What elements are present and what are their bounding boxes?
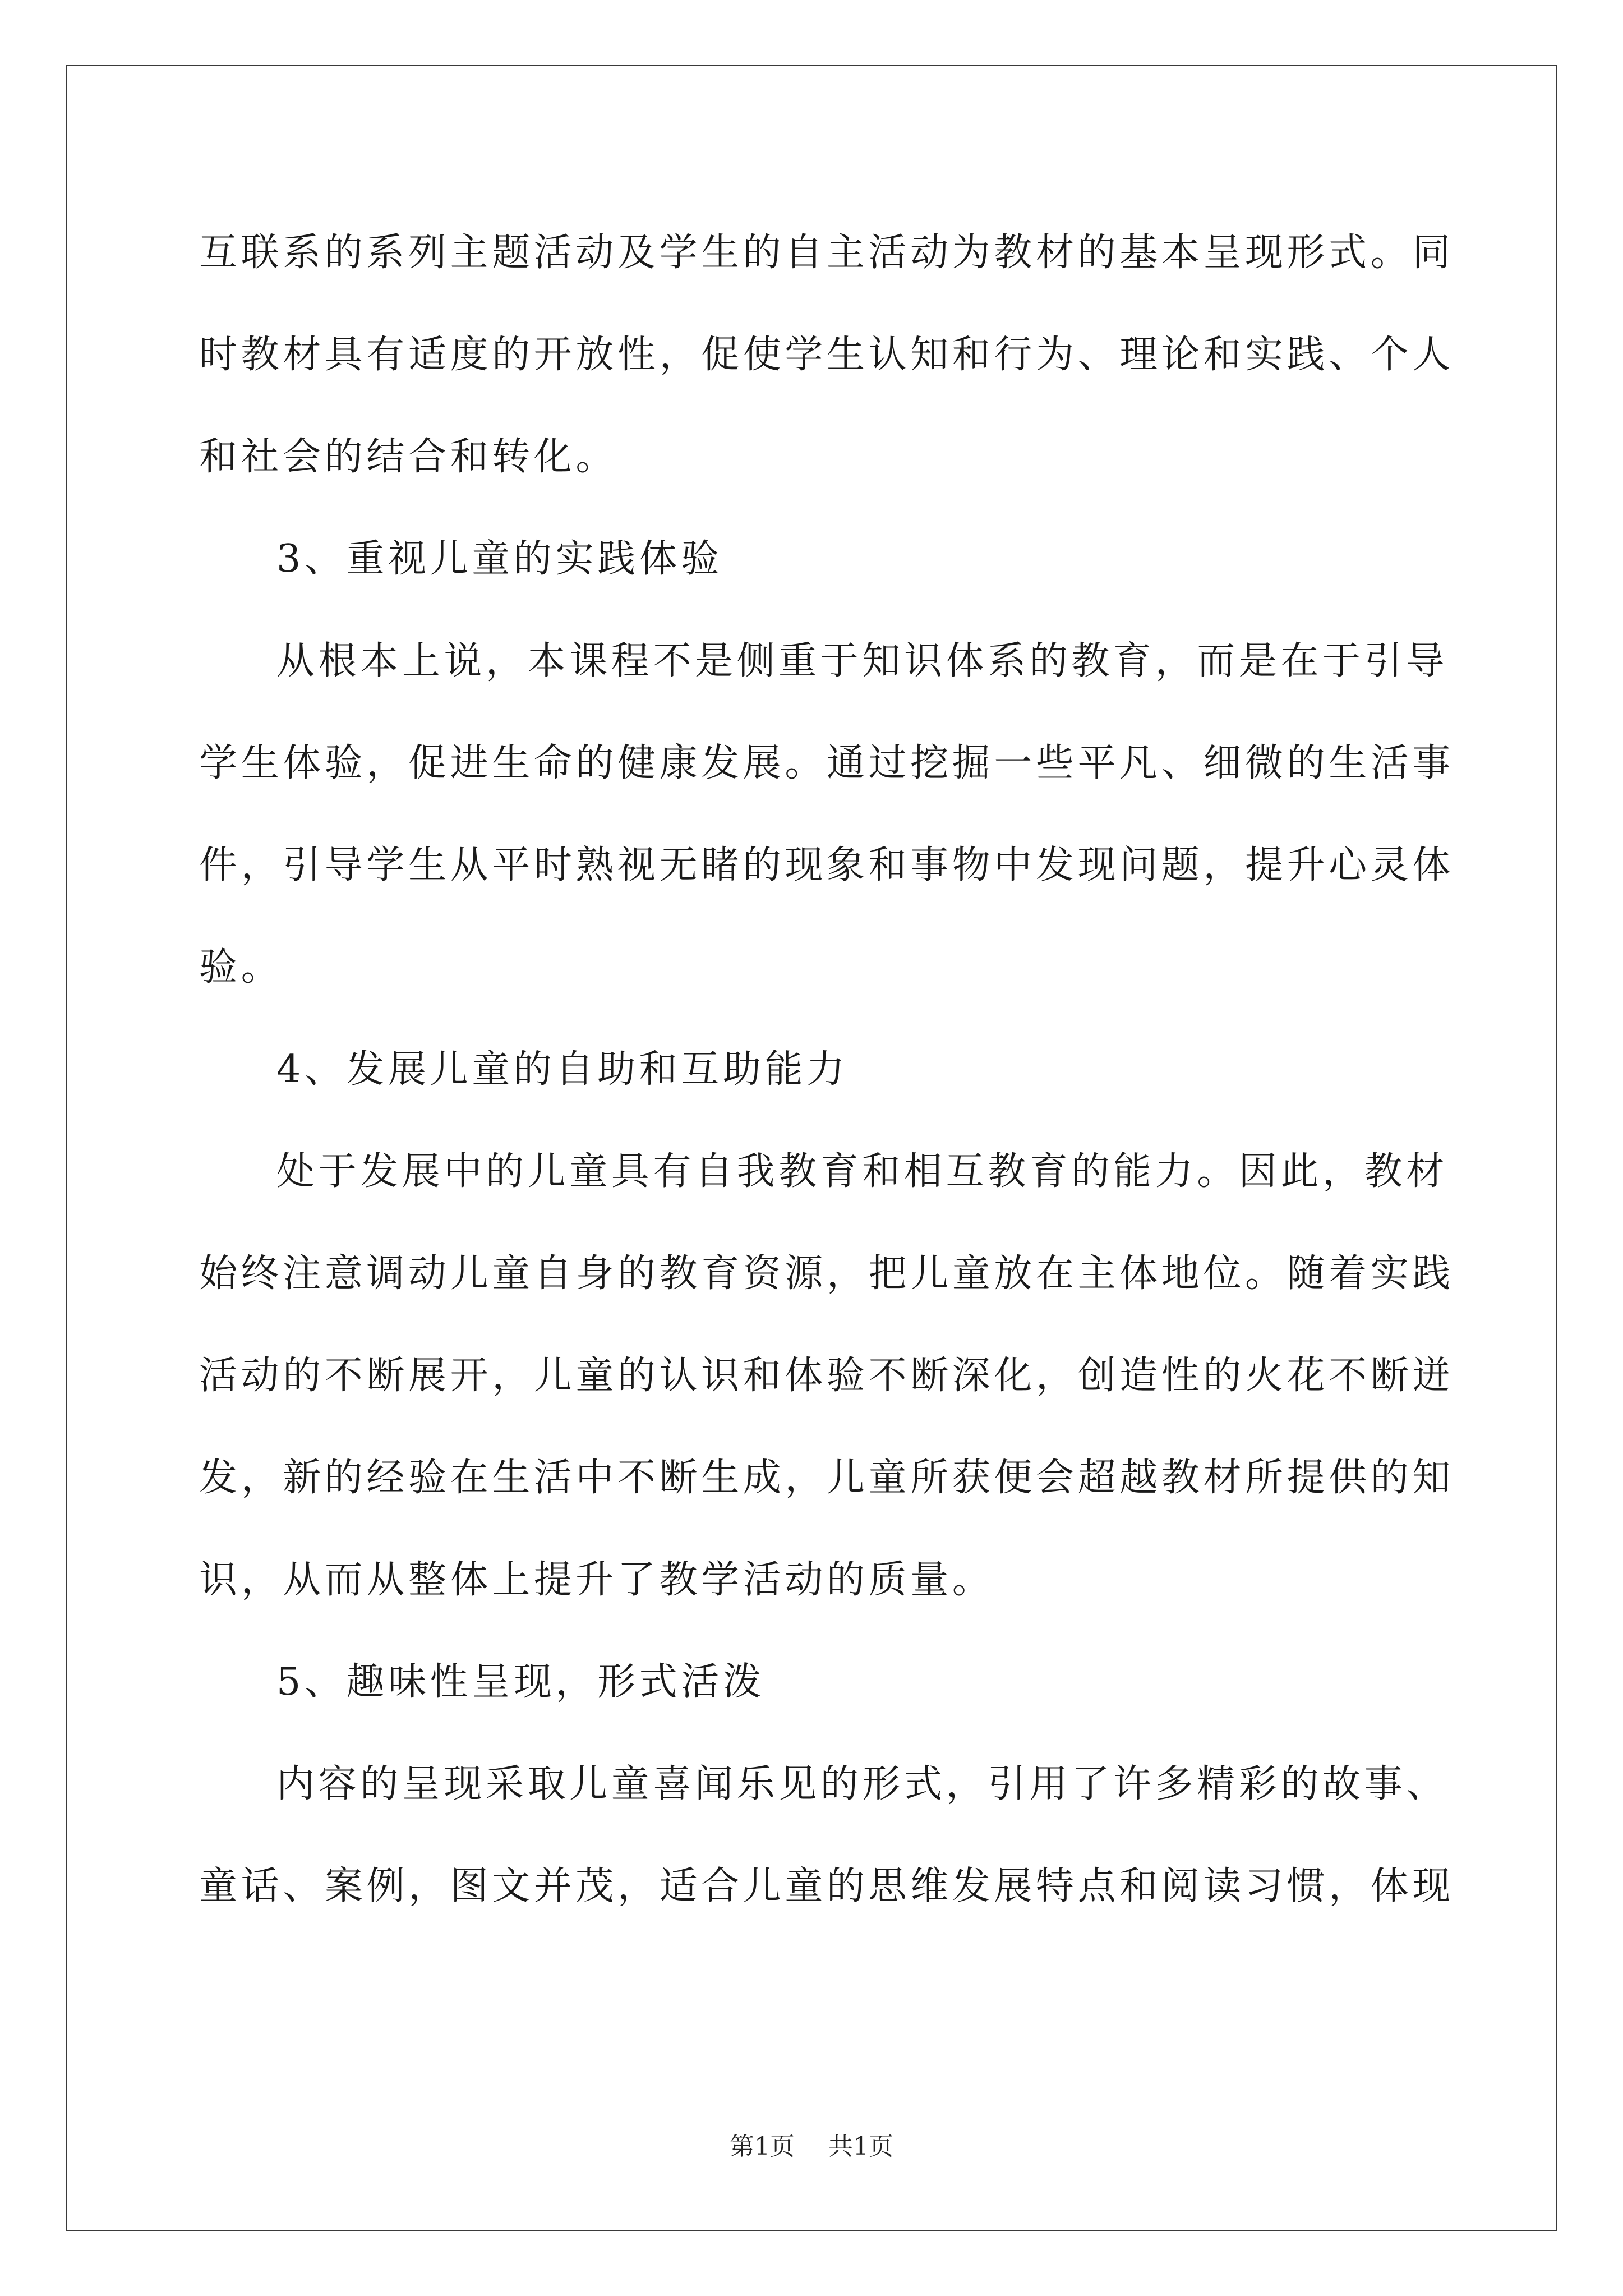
paragraph-line: 活动的不断展开，儿童的认识和体验不断深化，创造性的火花不断迸 — [199, 1354, 1455, 1398]
page-total: 共1页 — [828, 2132, 893, 2161]
section-heading: 4、发展儿童的自助和互助能力 — [276, 1047, 849, 1092]
paragraph-line: 童话、案例，图文并茂，适合儿童的思维发展特点和阅读习惯，体现 — [199, 1864, 1455, 1908]
paragraph-line: 时教材具有适度的开放性，促使学生认知和行为、理论和实践、个人 — [199, 333, 1455, 377]
paragraph-line: 验。 — [199, 945, 283, 990]
paragraph-line: 处于发展中的儿童具有自我教育和相互教育的能力。因此，教材 — [276, 1149, 1448, 1194]
document-body — [199, 202, 1455, 1938]
paragraph-line: 件，引导学生从平时熟视无睹的现象和事物中发现问题，提升心灵体 — [199, 843, 1455, 887]
paragraph-line: 内容的呈现采取儿童喜闻乐见的形式，引用了许多精彩的故事、 — [276, 1762, 1448, 1806]
paragraph-line: 从根本上说，本课程不是侧重于知识体系的教育，而是在于引导 — [276, 639, 1448, 683]
section-heading: 3、重视儿童的实践体验 — [276, 537, 723, 581]
paragraph-line: 互联系的系列主题活动及学生的自主活动为教材的基本呈现形式。同 — [199, 231, 1455, 275]
paragraph-line: 始终注意调动儿童自身的教育资源，把儿童放在主体地位。随着实践 — [199, 1251, 1455, 1296]
paragraph-line: 和社会的结合和转化。 — [199, 435, 618, 479]
page-footer — [0, 2126, 1623, 2162]
page-number: 第1页 — [730, 2132, 795, 2161]
paragraph-line: 识，从而从整体上提升了教学活动的质量。 — [199, 1558, 994, 1602]
paragraph-line: 学生体验，促进生命的健康发展。通过挖掘一些平凡、细微的生活事 — [199, 741, 1455, 785]
paragraph-line: 发，新的经验在生活中不断生成，儿童所获便会超越教材所提供的知 — [199, 1456, 1455, 1500]
section-heading: 5、趣味性呈现，形式活泼 — [276, 1660, 765, 1704]
